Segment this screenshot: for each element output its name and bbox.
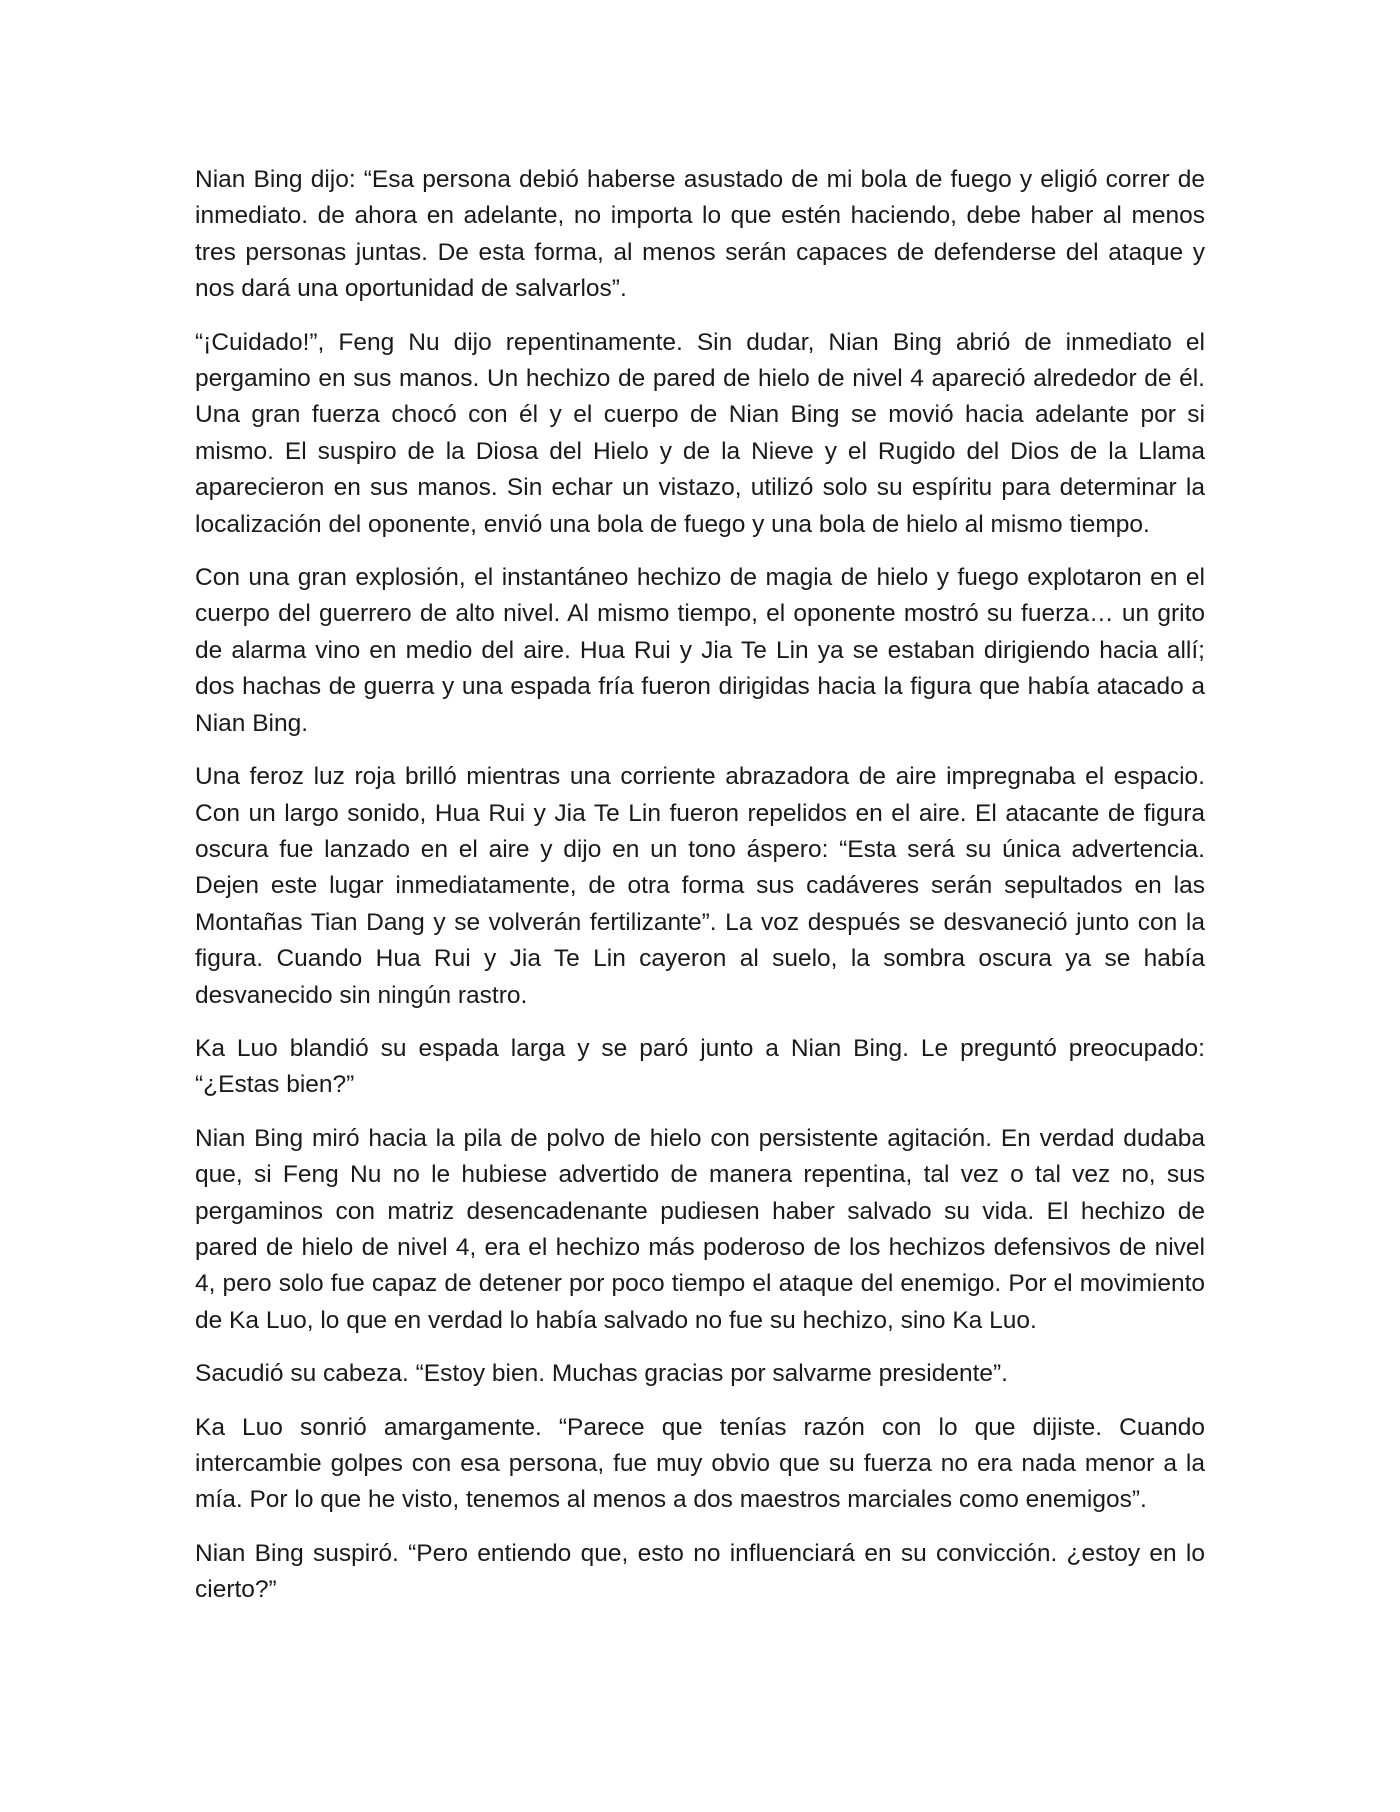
paragraph: Nian Bing dijo: “Esa persona debió haberse asustado de mi bola de fuego y eligió correr de inmediato. de ahora en adelante, no importa lo que estén haciendo, debe haber al menos tres personas juntas. De esta forma, al menos serán capaces de defenderse del ataque y nos dará una oportunidad de salvarlos”. <box>195 166 1205 303</box>
paragraph: “¡Cuidado!”, Feng Nu dijo repentinamente. Sin dudar, Nian Bing abrió de inmediato el pergamino en sus manos. Un hechizo de pared de hielo de nivel 4 apareció alrededor de él. Una gran fuerza chocó con él y el cuerpo de Nian Bing se movió hacia adelante por si mismo. El suspiro de la Diosa del Hielo y de la Nieve y el Rugido del Dios de la Llama aparecieron en sus manos. Sin echar un vistazo, utilizó solo su espíritu para determinar la localización del oponente, envió una bola de fuego y una bola de hielo al mismo tiempo. <box>195 328 1205 538</box>
paragraph: Nian Bing miró hacia la pila de polvo de hielo con persistente agitación. En verdad dudaba que, si Feng Nu no le hubiese advertido de manera repentina, tal vez o tal vez no, sus pergaminos con matriz desencadenante pudiesen haber salvado su vida. El hechizo de pared de hielo de nivel 4, era el hechizo más poderoso de los hechizos defensivos de nivel 4, pero solo fue capaz de detener por poco tiempo el ataque del enemigo. Por el movimiento de Ka Luo, lo que en verdad lo había salvado no fue su hechizo, sino Ka Luo. <box>195 1124 1205 1334</box>
paragraph: Sacudió su cabeza. “Estoy bien. Muchas gracias por salvarme presidente”. <box>195 1360 1008 1388</box>
document-body <box>195 162 1205 1626</box>
paragraph: Una feroz luz roja brilló mientras una corriente abrazadora de aire impregnaba el espacio. Con un largo sonido, Hua Rui y Jia Te Lin fueron repelidos en el aire. El atacante de figura oscura fue lanzado en el aire y dijo en un tono áspero: “Esta será su única advertencia. Dejen este lugar inmediatamente, de otra forma sus cadáveres serán sepultados en las Montañas Tian Dang y se volverán fertilizante”. La voz después se desvaneció junto con la figura. Cuando Hua Rui y Jia Te Lin cayeron al suelo, la sombra oscura ya se había desvanecido sin ningún rastro. <box>195 763 1205 1009</box>
paragraph: Ka Luo sonrió amargamente. “Parece que tenías razón con lo que dijiste. Cuando intercambie golpes con esa persona, fue muy obvio que su fuerza no era nada menor a la mía. Por lo que he visto, tenemos al menos a dos maestros marciales como enemigos”. <box>195 1413 1205 1514</box>
paragraph: Nian Bing suspiró. “Pero entiendo que, esto no influenciará en su convicción. ¿estoy en lo cierto?” <box>195 1539 1205 1604</box>
paragraph: Con una gran explosión, el instantáneo hechizo de magia de hielo y fuego explotaron en el cuerpo del guerrero de alto nivel. Al mismo tiempo, el oponente mostró su fuerza… un grito de alarma vino en medio del aire. Hua Rui y Jia Te Lin ya se estaban dirigiendo hacia allí; dos hachas de guerra y una espada fría fueron dirigidas hacia la figura que había atacado a Nian Bing. <box>195 564 1205 737</box>
paragraph: Ka Luo blandió su espada larga y se paró junto a Nian Bing. Le preguntó preocupado: “¿Estas bien?” <box>195 1034 1205 1099</box>
